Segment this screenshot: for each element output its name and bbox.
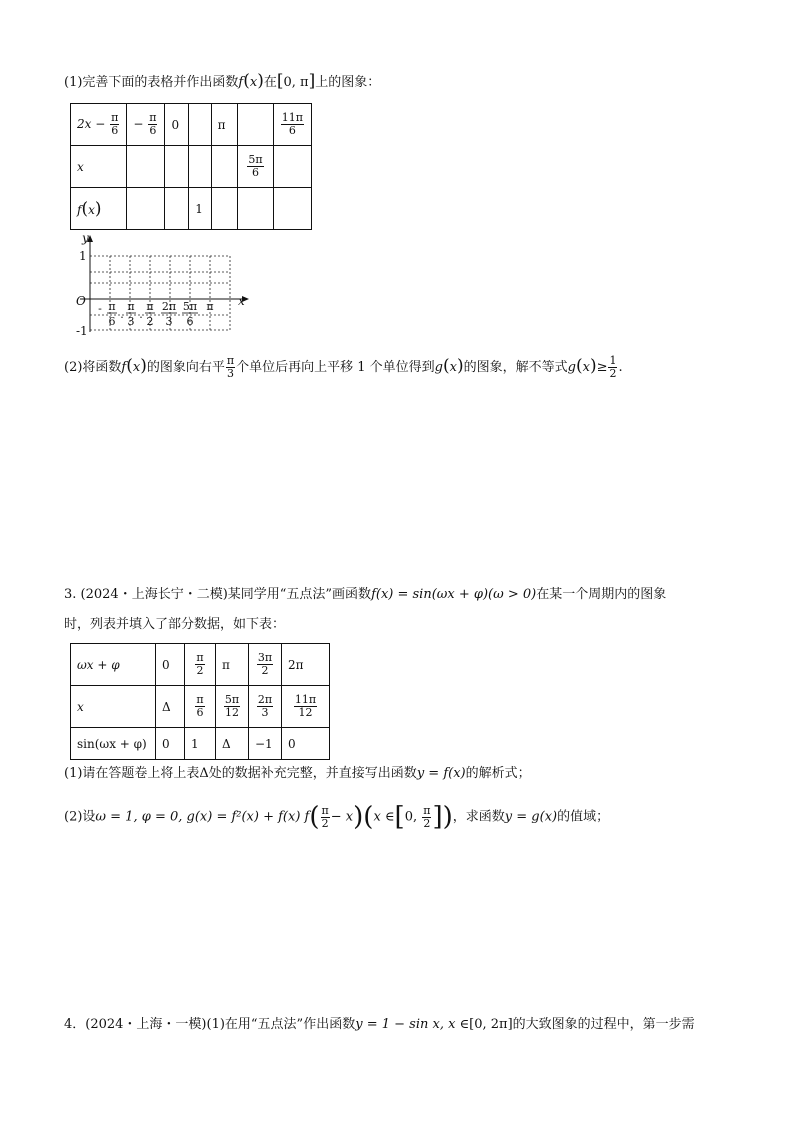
table-cell — [211, 146, 238, 188]
table-header-cell: x — [71, 146, 127, 188]
table-header-cell: x — [71, 686, 156, 728]
problem2-part1-line: (1)完善下面的表格并作出函数f(x)在[0, π]上的图象： — [64, 71, 381, 91]
y-axis-label: y — [82, 231, 89, 245]
table-cell: Δ — [156, 686, 185, 728]
table-cell: $\frac{5\pi}{12}$ — [216, 686, 249, 728]
svg-text:3: 3 — [127, 315, 135, 328]
problem3-line1: 3. (2024・上海长宁・二模)某同学用“五点法”画函数f(x) = sin(ωx + φ)(ω > 0)在某一个周期内的图象 — [64, 587, 667, 602]
table-cell: $\frac{\pi}{2}$ — [185, 644, 216, 686]
table-cell: −1 — [249, 728, 282, 760]
table-cell: π — [211, 104, 238, 146]
inequality-fraction: $\frac{1}{2}$ — [609, 354, 617, 380]
table-cell — [189, 104, 211, 146]
problem3-line2: 时，列表并填入了部分数据，如下表： — [64, 617, 286, 632]
table-cell: 2π — [282, 644, 330, 686]
svg-text:2: 2 — [146, 315, 154, 328]
table-header-cell: ωx + φ — [71, 644, 156, 686]
table-cell — [273, 188, 311, 230]
svg-text:.: . — [139, 308, 143, 321]
svg-text:3: 3 — [165, 315, 173, 328]
table-cell — [127, 146, 165, 188]
table-cell: $\frac{5\pi}{6}$ — [238, 146, 273, 188]
svg-text:5π: 5π — [182, 300, 198, 313]
table-cell: $\frac{3\pi}{2}$ — [249, 644, 282, 686]
table-cell — [165, 188, 189, 230]
svg-text:π: π — [108, 300, 116, 313]
table-cell — [165, 146, 189, 188]
y-tick-neg1: -1 — [76, 324, 88, 338]
table-header-cell: f(x) — [71, 188, 127, 230]
table-cell — [273, 146, 311, 188]
svg-text:6: 6 — [186, 315, 194, 328]
svg-text:-: - — [98, 302, 102, 315]
x-tick-labels — [98, 300, 213, 328]
table-cell — [211, 188, 238, 230]
svg-text:π: π — [206, 300, 214, 313]
problem2-part2-line: (2)将函数f(x)的图象向右平 $\frac{\pi}{3}$ 个单位后再向上平移 1 个单位得到g(x)的图象，解不等式g(x)≥ $\frac{1}{2}$ . — [64, 354, 623, 380]
fx-symbol: f — [238, 75, 244, 90]
table-cell — [189, 146, 211, 188]
table-cell: $\frac{2\pi}{3}$ — [249, 686, 282, 728]
svg-text:.: . — [120, 308, 124, 321]
table-cell: 1 — [189, 188, 211, 230]
table-cell: 0 — [156, 728, 185, 760]
table-cell: $\frac{11\pi}{6}$ — [273, 104, 311, 146]
table-cell: 1 — [185, 728, 216, 760]
table-cell: − $\frac{\pi}{6}$ — [127, 104, 165, 146]
part1-text: (1)完善下面的表格并作出函数 — [64, 75, 239, 90]
x-axis-label: x — [238, 294, 245, 308]
table-cell: 0 — [165, 104, 189, 146]
table-cell: Δ — [216, 728, 249, 760]
svg-text:6: 6 — [108, 315, 116, 328]
problem4-line1: 4．(2024・上海・一模)(1)在用“五点法”作出函数y = 1 − sin x, x ∈[0, 2π]的大致图象的过程中，第一步需 — [64, 1017, 695, 1032]
table-header-cell: sin(ωx + φ) — [71, 728, 156, 760]
svg-text:π: π — [127, 300, 135, 313]
table-cell: π — [216, 644, 249, 686]
table-cell: 0 — [282, 728, 330, 760]
svg-text:2π: 2π — [161, 300, 177, 313]
problem3-part2-line: (2)设ω = 1, φ = 0, g(x) = f²(x) + f(x) f( $\frac{\pi}{2}$ − x)(x ∈[0, $\frac{\pi}{2}$ ])，求函数y = g(x)的值域； — [64, 802, 610, 832]
table-cell: $\frac{11\pi}{12}$ — [282, 686, 330, 728]
problem3-table — [70, 643, 330, 760]
problem2-graph — [70, 230, 260, 340]
table-cell — [127, 188, 165, 230]
table-cell: $\frac{\pi}{6}$ — [185, 686, 216, 728]
y-tick-1: 1 — [79, 249, 87, 263]
svg-text:π: π — [146, 300, 154, 313]
problem2-table — [70, 103, 312, 230]
shift-fraction: $\frac{\pi}{3}$ — [226, 354, 235, 380]
table-cell — [238, 104, 273, 146]
origin-label: O — [76, 294, 86, 308]
problem3-part1-line: (1)请在答题卷上将上表Δ处的数据补充完整，并直接写出函数y = f(x)的解析式； — [64, 766, 531, 781]
table-cell — [238, 188, 273, 230]
function-formula: f(x) = sin(ωx + φ)(ω > 0) — [371, 587, 537, 602]
table-cell: 0 — [156, 644, 185, 686]
table-header-cell: 2x − $\frac{\pi}{6}$ — [71, 104, 127, 146]
